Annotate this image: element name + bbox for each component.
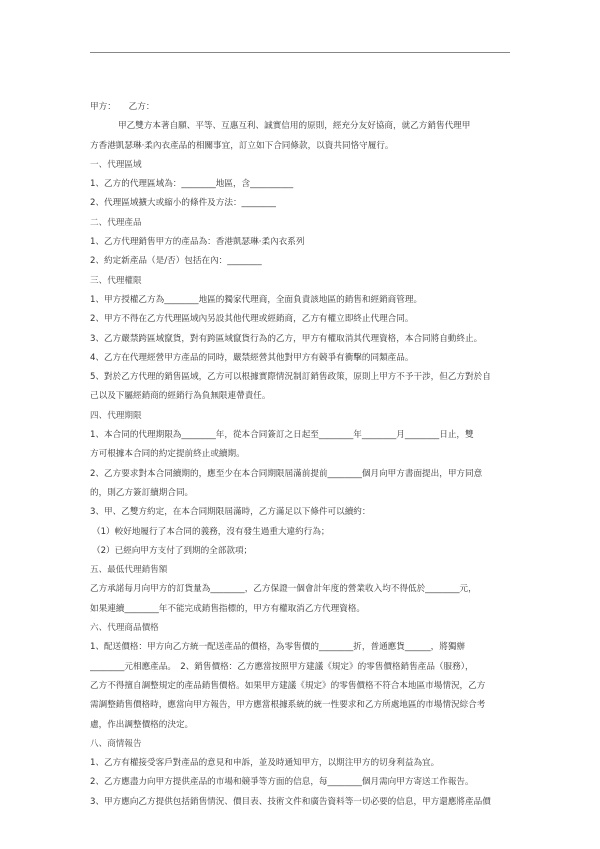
doc-line-22: 3、甲、乙雙方約定，在本合同期限屆滿時，乙方滿足以下條件可以續約： bbox=[90, 507, 371, 518]
section-heading-6: 六、代理商品價格 bbox=[90, 623, 159, 634]
doc-line-12: 2、甲方不得在乙方代理區域內另設其他代理或經銷商，乙方有權立即終止代理合同。 bbox=[90, 314, 414, 325]
doc-line-15: 5、對於乙方代理的銷售區域，乙方可以根據實際情況制訂銷售政策，原則上甲方不予干涉，但乙方對於自 bbox=[90, 372, 491, 383]
section-heading-1: 一、代理區域 bbox=[90, 159, 142, 170]
doc-line-29: 1、配送價格：甲方向乙方統一配送產品的價格，為零售價的________折，普通應貨______，將獨辦 bbox=[90, 642, 466, 653]
doc-line-14: 4、乙方在代理經營甲方產品的同時，嚴禁經營其他對甲方有競爭有衝擊的同類產品。 bbox=[90, 352, 414, 363]
doc-line-30: ________元相應產品。 2、銷售價格：乙方應當按照甲方建議《規定》的零售價格銷售產品（服務）， bbox=[90, 661, 474, 672]
doc-line-05: 1、乙方的代理區域為：________地區，含__________ bbox=[90, 179, 294, 190]
doc-line-24: （2）已經向甲方支付了到期的全部款項； bbox=[92, 545, 253, 556]
doc-line-35: 1、乙方有權接受客戶對產品的意見和申訴，並及時通知甲方，以期注甲方的切身利益為宜。 bbox=[90, 758, 440, 769]
doc-line-32: 需調整銷售價格時，應當向甲方報告，甲方應當根據系統的統一性要求和乙方所處地區的市場情況綜合考 bbox=[90, 700, 486, 711]
doc-line-08: 1、乙方代理銷售甲方的產品為：香港凱瑟琳·柔內衣系列 bbox=[90, 237, 305, 248]
section-heading-4: 四、代理期限 bbox=[90, 410, 142, 421]
doc-line-23: （1）較好地履行了本合同的義務，沒有發生過重大違約行為； bbox=[92, 526, 330, 537]
doc-line-09: 2、約定新產品（是/否）包括在內：________ bbox=[90, 256, 262, 267]
contract-body bbox=[90, 98, 520, 812]
doc-line-06: 2、代理區域擴大或縮小的條件及方法：________ bbox=[90, 198, 276, 209]
doc-line-37: 3、甲方應向乙方提供包括銷售情況、價目表、技術文件和廣告資料等一切必要的信息，甲方還應將產品價 bbox=[90, 796, 491, 807]
section-heading-5: 五、最低代理銷售額 bbox=[90, 565, 168, 576]
doc-line-36: 2、乙方應盡力向甲方提供產品的市場和競爭等方面的信息，每________個月需向甲方寄送工作報告。 bbox=[90, 777, 474, 788]
doc-line-18: 1、本合同的代理期限為________年，從本合同簽訂之日起至________年________月________日止，雙 bbox=[90, 430, 474, 441]
doc-line-01: 甲方： 乙方： bbox=[90, 102, 155, 112]
section-heading-8: 八、商情報告 bbox=[90, 738, 142, 749]
doc-line-27: 如果連續________年不能完成銷售指標的，甲方有權取消乙方代理資格。 bbox=[90, 603, 366, 614]
doc-line-20: 2、乙方要求對本合同續期的，應至少在本合同期限屆滿前提前________個月向甲方書面提出，甲方同意 bbox=[90, 468, 483, 479]
section-heading-2: 二、代理產品 bbox=[90, 217, 142, 228]
header-rule bbox=[90, 52, 510, 53]
doc-line-26: 乙方承諾每月向甲方的訂貨量為________，乙方保證一個會計年度的營業收入均不得低於________元， bbox=[90, 584, 477, 595]
doc-line-13: 3、乙方嚴禁跨區域竄貨，對有跨區域竄貨行為的乙方，甲方有權取消其代理資格，本合同將自動終止。 bbox=[90, 333, 483, 344]
doc-line-11: 1、甲方授權乙方為________地區的獨家代理商，全面負責該地區的銷售和經銷商管理。 bbox=[90, 294, 423, 305]
doc-line-16: 己以及下屬經銷商的經銷行為負無限連帶責任。 bbox=[90, 391, 271, 402]
doc-line-19: 方可根據本合同的約定提前終止或續期。 bbox=[90, 449, 245, 460]
doc-line-02: 甲乙雙方本著自願、平等、互惠互利、誠實信用的原則，經充分友好協商，就乙方銷售代理甲 bbox=[118, 121, 471, 132]
doc-line-31: 乙方不得擅自調整規定的產品銷售價格。如果甲方建議《規定》的零售價格不符合本地區市場情況，乙方 bbox=[90, 680, 486, 691]
doc-line-21: 的，則乙方簽訂續期合同。 bbox=[90, 487, 194, 498]
section-heading-3: 三、代理權限 bbox=[90, 275, 142, 286]
doc-line-33: 慮，作出調整價格的決定。 bbox=[90, 719, 194, 730]
doc-line-03: 方香港凱瑟琳·柔內衣產品的相關事宜，訂立如下合同條款，以資共同恪守履行。 bbox=[90, 140, 394, 151]
